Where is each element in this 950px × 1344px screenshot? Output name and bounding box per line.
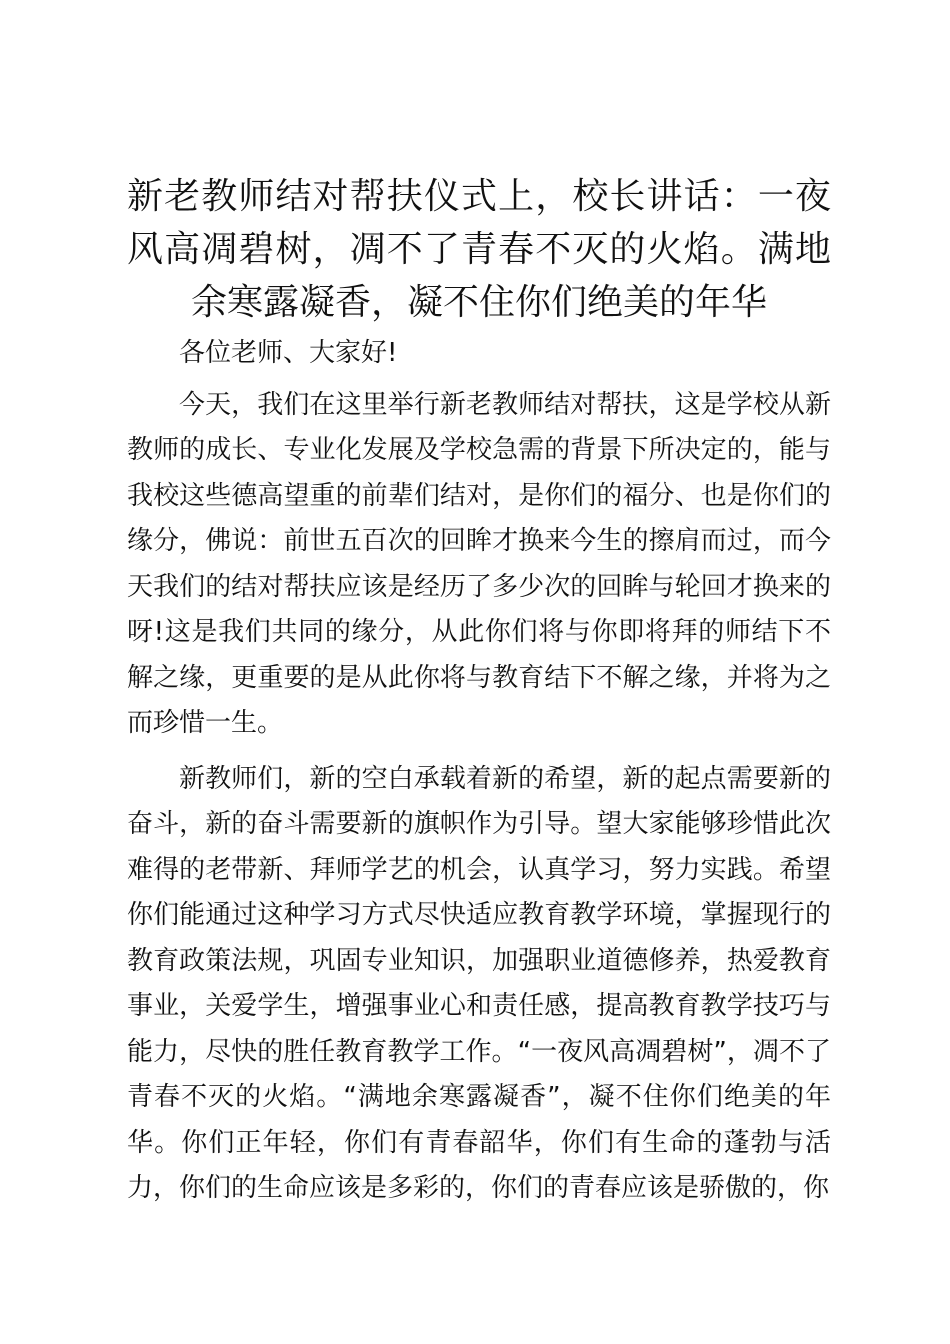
document-page <box>127 170 831 1212</box>
document-title: 新老教师结对帮扶仪式上，校长讲话：一夜风高凋碧树，凋不了青春不灭的火焰。满地余寒露凝香，凝不住你们绝美的年华 <box>127 176 831 323</box>
greeting: 各位老师、大家好! <box>179 338 398 368</box>
paragraph-2: 新教师们，新的空白承载着新的希望，新的起点需要新的奋斗，新的奋斗需要新的旗帜作为引导。望大家能够珍惜此次难得的老带新、拜师学艺的机会，认真学习，努力实践。希望你们能通过这种学习方式尽快适应教育教学环境，掌握现行的教育政策法规，巩固专业知识，加强职业道德修养，热爱教育事业，关爱学生，增强事业心和责任感，提高教育教学技巧与能力，尽快的胜任教育教学工作。“一夜风高凋碧树”，凋不了青春不灭的火焰。“满地余寒露凝香”，凝不住你们绝美的年华。你们正年轻，你们有青春韶华，你们有生命的蓬勃与活力，你们的生命应该是多彩的，你们的青春应该是骄傲的，你 <box>127 763 831 1203</box>
paragraph-1: 今天，我们在这里举行新老教师结对帮扶，这是学校从新教师的成长、专业化发展及学校急需的背景下所决定的，能与我校这些德高望重的前辈们结对，是你们的福分、也是你们的缘分，佛说：前世五百次的回眸才换来今生的擦肩而过，而今天我们的结对帮扶应该是经历了多少次的回眸与轮回才换来的呀!这是我们共同的缘分，从此你们将与你即将拜的师结下不解之缘，更重要的是从此你将与教育结下不解之缘，并将为之而珍惜一生。 <box>127 389 831 738</box>
